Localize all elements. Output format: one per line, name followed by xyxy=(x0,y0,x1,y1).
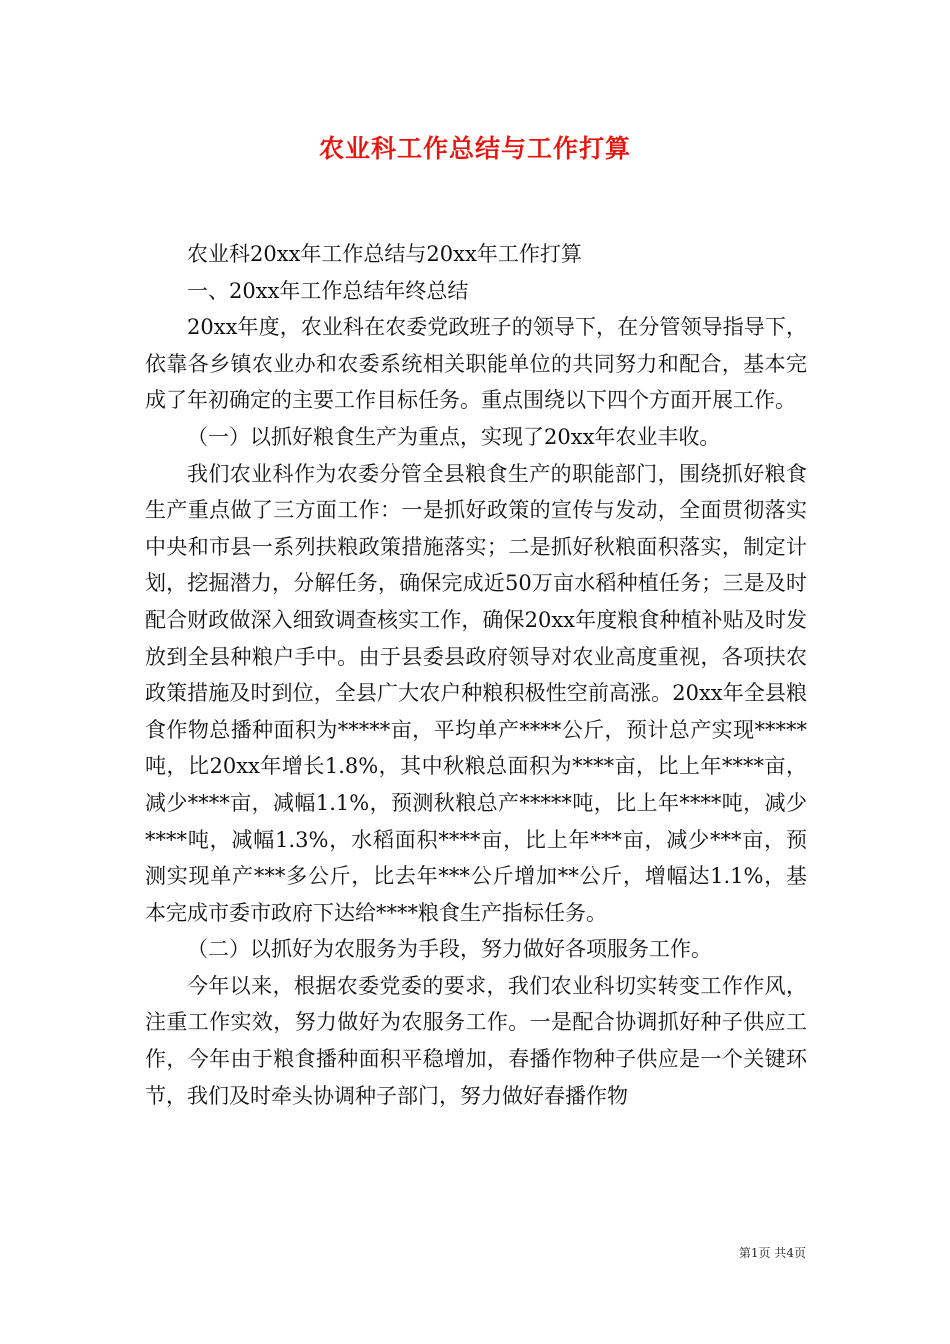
document-body xyxy=(145,236,807,1114)
page-number: 第1页 共4页 xyxy=(738,1246,806,1260)
paragraph-section-heading: 一、20xx年工作总结年终总结 xyxy=(187,278,469,303)
document-title: 农业科工作总结与工作打算 xyxy=(318,134,631,163)
paragraph-grain-production: 我们农业科作为农委分管全县粮食生产的职能部门，围绕抓好粮食生产重点做了三方面工作：一是抓好政策的宣传与发动，全面贯彻落实中央和市县一系列扶粮政策措施落实；二是抓好秋粮面积落实，制定计划，挖掘潜力，分解任务，确保完成近50万亩水稻种植任务；三是及时配合财政做深入细致调查核实工作，确保20xx年度粮食种植补贴及时发放到全县种粮户手中。由于县委县政府领导对农业高度重视，各项扶农政策措施及时到位，全县广大农户种粮积极性空前高涨。20xx年全县粮食作物总播种面积为*****亩，平均单产****公斤，预计总产实现*****吨，比20xx年增长1.8%，其中秋粮总面积为****亩，比上年****亩，减少****亩，减幅1.1%，预测秋粮总产*****吨，比上年****吨，减少****吨，减幅1.3%，水稻面积****亩，比上年***亩，减少***亩，预测实现单产***多公斤，比去年***公斤增加**公斤，增幅达1.1%，基本完成市委市政府下达给****粮食生产指标任务。 xyxy=(145,461,807,925)
paragraph-intro: 20xx年度，农业科在农委党政班子的领导下，在分管领导指导下，依靠各乡镇农业办和农委系统相关职能单位的共同努力和配合，基本完成了年初确定的主要工作目标任务。重点围绕以下四个方面开展工作。 xyxy=(145,315,807,413)
paragraph-subheading-1: （一）以抓好粮食生产为重点，实现了20xx年农业丰收。 xyxy=(187,424,721,449)
paragraph-subheading-2: （二）以抓好为农服务为手段，努力做好各项服务工作。 xyxy=(187,937,712,962)
paragraph-subtitle: 农业科20xx年工作总结与20xx年工作打算 xyxy=(187,242,582,266)
paragraph-farm-service: 今年以来，根据农委党委的要求，我们农业科切实转变工作作风，注重工作实效，努力做好为农服务工作。一是配合协调抓好种子供应工作，今年由于粮食播种面积平稳增加，春播作物种子供应是一个关键环节，我们及时牵头协调种子部门，努力做好春播作物 xyxy=(145,973,807,1108)
